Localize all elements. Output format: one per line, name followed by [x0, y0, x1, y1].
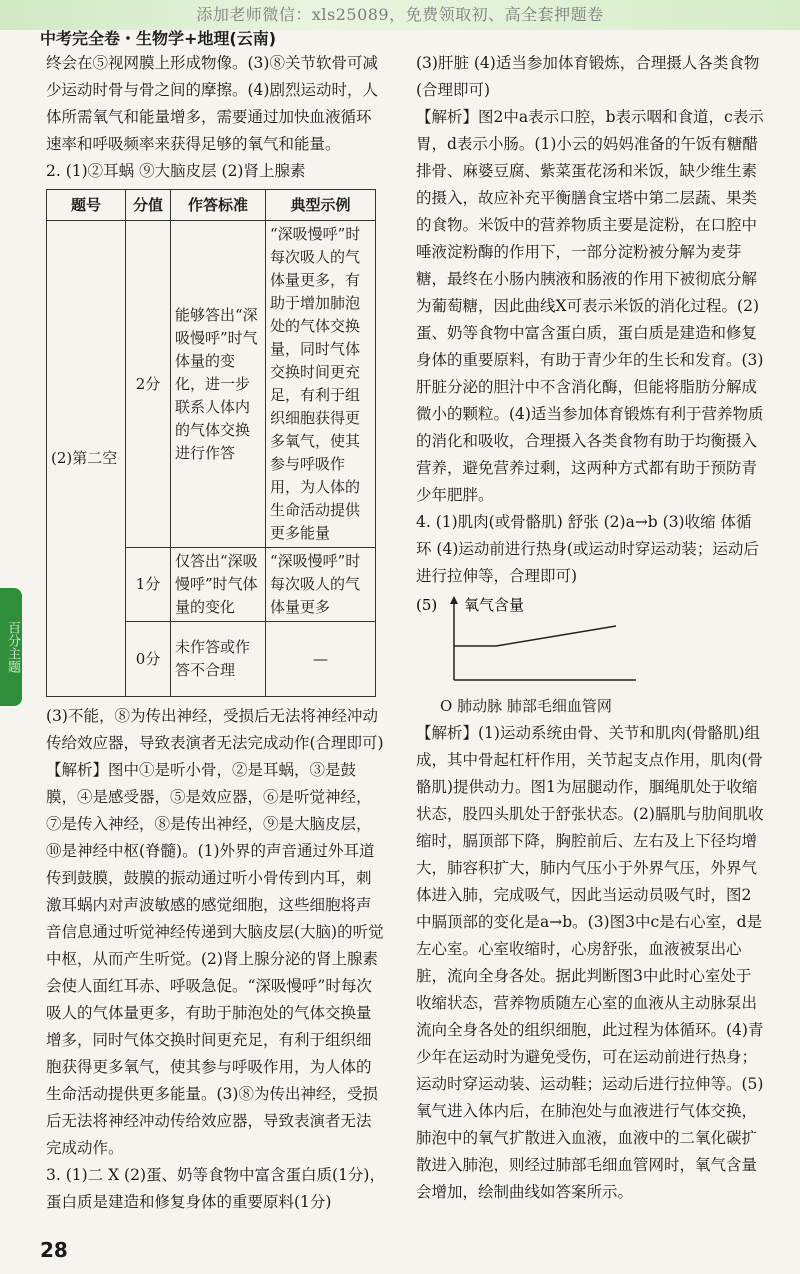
table-score-cell: 0分: [126, 622, 171, 697]
scoring-table: [46, 189, 376, 697]
graph-x-label: O 肺动脉 肺部毛细血管网: [440, 697, 612, 715]
table-example-cell: “深吸慢呼”时每次吸人的气体量更多: [266, 548, 376, 622]
right-column: [416, 50, 766, 1206]
page-header: 中考完全卷・生物学+地理(云南): [40, 29, 277, 48]
table-header-cell: 题号: [47, 190, 126, 221]
oxygen-curve-svg: [416, 594, 676, 684]
left-paragraph-1: 终会在⑤视网膜上形成物像。(3)⑧关节软骨可减少运动时骨与骨之间的摩擦。(4)剧烈运动时，人体所需氧气和能量增多，需要通过加快血液循环速率和呼吸频率来获得足够的氧气和能量。: [46, 54, 378, 153]
graph-label: (5): [416, 596, 438, 614]
table-row: [47, 221, 376, 548]
left-paragraph-2: (3)不能，⑧为传出神经，受损后无法将神经冲动传给效应器，导致表演者无法完成动作(合理即可): [46, 707, 384, 752]
table-header-cell: 典型示例: [266, 190, 376, 221]
table-standard-cell: 能够答出“深吸慢呼”时气体量的变化，进一步联系人体内的气体交换进行作答: [171, 221, 266, 548]
oxygen-graph: [416, 594, 766, 720]
left-analysis: 【解析】图中①是听小骨，②是耳蜗，③是鼓膜，④是感受器，⑤是效应器，⑥是听觉神经，⑦是传入神经，⑧是传出神经，⑨是大脑皮层，⑩是神经中枢(脊髓)。(1)外界的声音通过外耳道传到鼓膜，鼓膜的振动通过听小骨传到内耳，刺激耳蜗内对声波敏感的感觉细胞，这些细胞将声音信息通过听觉神经传递到大脑皮层(大脑)的听觉中枢，从而产生听觉。(2)肾上腺分泌的肾上腺素会使人面红耳赤、呼吸急促。“深吸慢呼”时每次吸人的气体量更多，有助于肺泡处的气体交换量增多，同时气体交换时间更充足，有利于组织细胞获得更多氧气，使其参与呼吸作用，为人体的生命活动提供更多能量。(3)⑧为传出神经，受损后无法将神经冲动传给效应器，导致表演者无法完成动作。: [46, 761, 384, 1157]
question-3-answer: 3. (1)二 X (2)蛋、奶等食物中富含蛋白质(1分)，蛋白质是建造和修复身体的重要原料(1分): [46, 1166, 385, 1211]
right-analysis-2: 【解析】(1)运动系统由骨、关节和肌肉(骨骼肌)组成，其中骨起杠杆作用，关节起支点作用，肌肉(骨骼肌)提供动力。图1为屈腿动作，腘绳肌处于收缩状态，股四头肌处于舒张状态。(2)膈肌与肋间肌收缩时，膈顶部下降，胸腔前后、左右及上下径均增大，肺容积扩大，肺内气压小于外界气压，外界气体进入肺，完成吸气，因此当运动员吸气时，图2中膈顶部的变化是a→b。(3)图3中c是右心室，d是左心室。心室收缩时，心房舒张，血液被泵出心脏，流向全身各处。据此判断图3中此时心室处于收缩状态，营养物质随左心室的血液从主动脉泵出流向全身各处的组织细胞，此过程为体循环。(4)青少年在运动时为避免受伤，可在运动前进行热身；运动时穿运动装、运动鞋；运动后进行拉伸等。(5)氧气进入体内后，在肺泡处与血液进行气体交换，肺泡中的氧气扩散进入血液，血液中的二氧化碳扩散进入肺泡，则经过肺部毛细血管网时，氧气含量会增加，绘制曲线如答案所示。: [416, 724, 764, 1201]
table-item-cell: (2)第二空: [47, 221, 126, 697]
graph-y-label: 氧气含量: [464, 596, 525, 614]
table-standard-cell: 仅答出“深吸慢呼”时气体量的变化: [171, 548, 266, 622]
left-column: [46, 50, 386, 1216]
right-paragraph-1: (3)肝脏 (4)适当参加体育锻炼，合理摄人各类食物(合理即可): [416, 54, 760, 99]
table-header-row: [47, 190, 376, 221]
table-example-cell: “深吸慢呼”时每次吸人的气体量更多，有助于增加肺泡处的气体交换量，同时气体交换时间更充足，有利于组织细胞获得更多氧气，使其参与呼吸作用，为人体的生命活动提供更多能量: [266, 221, 376, 548]
table-header-cell: 作答标准: [171, 190, 266, 221]
table-header-cell: 分值: [126, 190, 171, 221]
table-score-cell: 1分: [126, 548, 171, 622]
right-analysis-1: 【解析】图2中a表示口腔，b表示咽和食道，c表示胃，d表示小肠。(1)小云的妈妈准备的午饭有糖醋排骨、麻婆豆腐、紫菜蛋花汤和米饭，缺少维生素的摄入，故应补充平衡膳食宝塔中第二层蔬、果类的食物。米饭中的营养物质主要是淀粉，在口腔中唾液淀粉酶的作用下，一部分淀粉被分解为麦芽糖，最终在小肠内胰液和肠液的作用下被彻底分解为葡萄糖，因此曲线X可表示米饭的消化过程。(2)蛋、奶等食物中富含蛋白质，蛋白质是建造和修复身体的重要原料，有助于青少年的生长和发育。(3)肝脏分泌的胆汁中不含消化酶，但能将脂肪分解成微小的颗粒。(4)适当参加体育锻炼有利于营养物质的消化和吸收，合理摄入各类食物有助于均衡摄入营养，避免营养过剩，这两种方式都有助于预防青少年肥胖。: [416, 108, 764, 504]
y-axis-arrow: [450, 596, 458, 604]
table-standard-cell: 未作答或作答不合理: [171, 622, 266, 697]
oxygen-curve: [454, 626, 616, 646]
table-example-cell: —: [266, 622, 376, 697]
watermark-text: 添加老师微信：xls25089，免费领取初、高全套押题卷: [196, 5, 604, 24]
table-score-cell: 2分: [126, 221, 171, 548]
question-2-answer: 2. (1)②耳蜗 ⑨大脑皮层 (2)肾上腺素: [46, 162, 306, 180]
side-tab: 百分主题: [0, 588, 22, 706]
question-4-answer: 4. (1)肌肉(或骨骼肌) 舒张 (2)a→b (3)收缩 体循环 (4)运动前进行热身(或运动时穿运动装；运动后进行拉伸等，合理即可): [416, 513, 759, 585]
page-number: 28: [40, 1238, 68, 1262]
